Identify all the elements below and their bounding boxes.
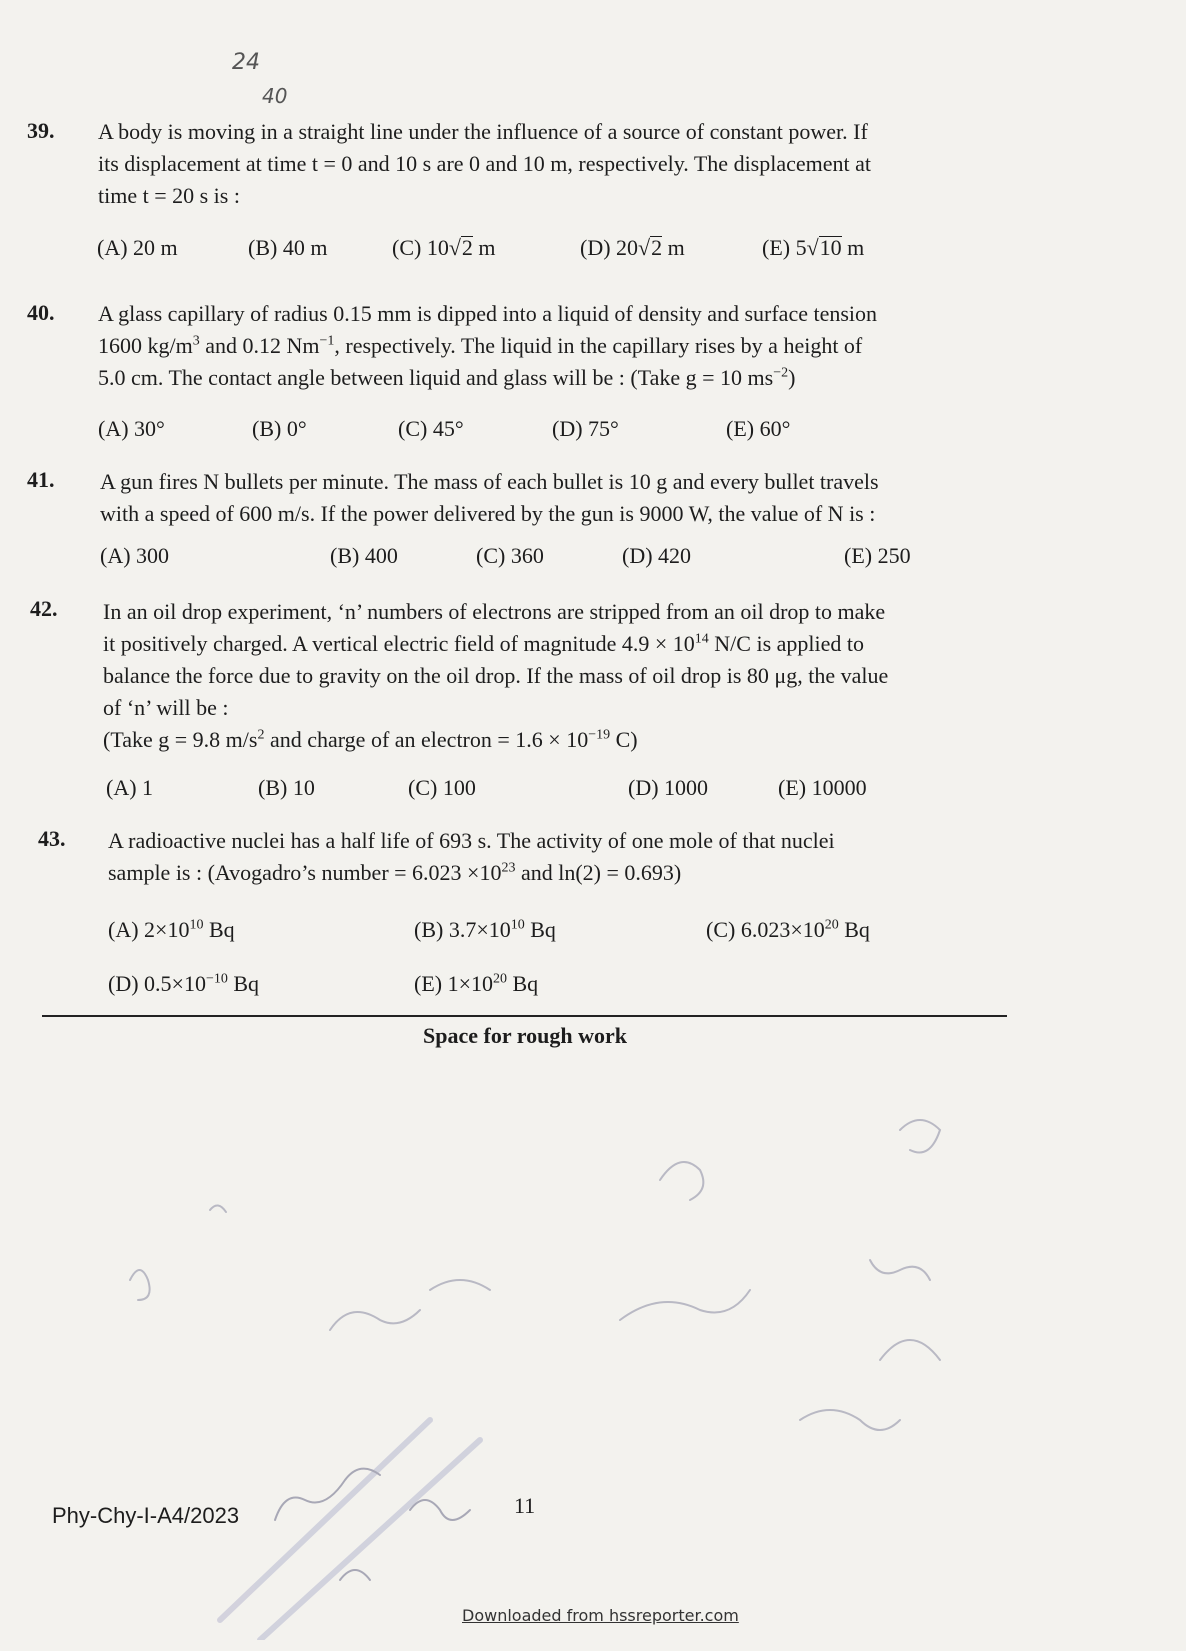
stem-line bbox=[98, 362, 998, 394]
stem-text: ) bbox=[788, 365, 796, 390]
option-c[interactable] bbox=[706, 914, 870, 946]
question-stem bbox=[103, 596, 1003, 756]
stem-line: A glass capillary of radius 0.15 mm is dipped into a liquid of density and surface tension bbox=[98, 301, 878, 326]
footer-code: Phy-Chy-I-A4/2023 bbox=[52, 1503, 240, 1528]
stem-line: of ‘n’ will be : bbox=[103, 695, 229, 720]
handwritten-note: 40 bbox=[262, 84, 288, 108]
option-b[interactable] bbox=[414, 914, 556, 946]
question-number: 41. bbox=[27, 467, 55, 492]
option-a[interactable] bbox=[108, 914, 235, 946]
option-text: (D) 0.5×10 bbox=[108, 971, 206, 996]
stem-line: A radioactive nuclei has a half life of 693 s. The activity of one mole of that nuclei bbox=[108, 828, 835, 853]
option-a[interactable]: (A) 300 bbox=[100, 543, 170, 568]
question-stem bbox=[98, 116, 998, 212]
pencil-scribbles bbox=[0, 1040, 1186, 1640]
stem-line: with a speed of 600 m/s. If the power delivered by the gun is 9000 W, the value of N is : bbox=[100, 501, 876, 526]
superscript: 2 bbox=[257, 727, 265, 743]
stem-line: its displacement at time t = 0 and 10 s are 0 and 10 m, respectively. The displacement at bbox=[98, 151, 872, 176]
option-e[interactable] bbox=[414, 968, 538, 1000]
superscript: −1 bbox=[319, 333, 335, 349]
question-stem bbox=[100, 466, 1000, 530]
option-d[interactable] bbox=[580, 232, 685, 264]
unit: Bq bbox=[203, 917, 235, 942]
option-a[interactable]: (A) 20 m bbox=[97, 235, 178, 260]
stem-line bbox=[103, 628, 1003, 660]
unit: Bq bbox=[507, 971, 539, 996]
option-c[interactable]: (C) 360 bbox=[476, 543, 544, 568]
unit: Bq bbox=[524, 917, 556, 942]
stem-text: , respectively. The liquid in the capillary rises by a height of bbox=[334, 333, 863, 358]
superscript: 20 bbox=[824, 917, 839, 933]
stem-text: and charge of an electron = 1.6 × 10 bbox=[264, 727, 589, 752]
option-e[interactable]: (E) 10000 bbox=[778, 775, 867, 800]
sqrt-sign: √ bbox=[448, 235, 461, 260]
option-c[interactable]: (C) 45° bbox=[398, 416, 464, 441]
sqrt-sign: √ bbox=[806, 235, 819, 260]
option-c[interactable] bbox=[392, 232, 496, 264]
superscript: 23 bbox=[501, 860, 516, 876]
stem-text: and 0.12 Nm bbox=[205, 333, 320, 358]
option-b[interactable]: (B) 40 m bbox=[248, 235, 328, 260]
superscript: 10 bbox=[189, 917, 204, 933]
superscript: 10 bbox=[510, 917, 525, 933]
question-number: 39. bbox=[27, 118, 55, 143]
stem-line bbox=[103, 724, 1003, 756]
question-number: 42. bbox=[30, 596, 58, 621]
option-text: (E) 5 bbox=[762, 235, 807, 260]
sqrt-sign: √ bbox=[638, 235, 651, 260]
stem-line: In an oil drop experiment, ‘n’ numbers of electrons are stripped from an oil drop to make bbox=[103, 599, 886, 624]
superscript: 14 bbox=[694, 631, 709, 647]
download-link[interactable]: Downloaded from hssreporter.com bbox=[462, 1606, 739, 1625]
option-e[interactable] bbox=[762, 232, 864, 264]
option-d[interactable]: (D) 420 bbox=[622, 543, 692, 568]
option-text: (B) 3.7×10 bbox=[414, 917, 511, 942]
stem-text: sample is : (Avogadro’s number = 6.023 ×10 bbox=[108, 860, 502, 885]
stem-text: it positively charged. A vertical electric field of magnitude 4.9 × 10 bbox=[103, 631, 695, 656]
unit: m bbox=[478, 235, 496, 260]
option-text: (E) 1×10 bbox=[414, 971, 493, 996]
rough-work-label: Space for rough work bbox=[423, 1023, 627, 1048]
stem-text: 1600 kg/m bbox=[98, 333, 193, 358]
unit: m bbox=[847, 235, 865, 260]
stem-text: C) bbox=[610, 727, 638, 752]
option-a[interactable]: (A) 30° bbox=[98, 416, 165, 441]
question-stem bbox=[108, 825, 1008, 889]
superscript: 3 bbox=[192, 333, 200, 349]
option-e[interactable]: (E) 60° bbox=[726, 416, 791, 441]
superscript: −10 bbox=[205, 971, 228, 987]
stem-text: N/C is applied to bbox=[708, 631, 864, 656]
page-number: 11 bbox=[514, 1493, 536, 1518]
option-d[interactable] bbox=[108, 968, 259, 1000]
divider-line bbox=[42, 1015, 1007, 1017]
stem-line bbox=[98, 330, 998, 362]
superscript: −2 bbox=[773, 365, 789, 381]
stem-line: A gun fires N bullets per minute. The mass of each bullet is 10 g and every bullet travels bbox=[100, 469, 879, 494]
stem-line bbox=[108, 857, 1008, 889]
option-text: (C) 10 bbox=[392, 235, 449, 260]
option-text: (C) 6.023×10 bbox=[706, 917, 825, 942]
radicand: 10 bbox=[819, 235, 842, 260]
handwritten-note: 24 bbox=[232, 50, 260, 75]
superscript: 20 bbox=[493, 971, 507, 987]
stem-text: 5.0 cm. The contact angle between liquid and glass will be : (Take g = 10 ms bbox=[98, 365, 774, 390]
unit: Bq bbox=[838, 917, 870, 942]
option-d[interactable]: (D) 1000 bbox=[628, 775, 709, 800]
stem-text: (Take g = 9.8 m/s bbox=[103, 727, 258, 752]
question-number: 40. bbox=[27, 300, 55, 325]
stem-line: A body is moving in a straight line under the influence of a source of constant power. If bbox=[98, 119, 868, 144]
stem-text: and ln(2) = 0.693) bbox=[515, 860, 682, 885]
radicand: 2 bbox=[651, 235, 663, 260]
question-number: 43. bbox=[38, 826, 66, 851]
question-stem bbox=[98, 298, 998, 394]
option-a[interactable]: (A) 1 bbox=[106, 775, 154, 800]
option-b[interactable]: (B) 400 bbox=[330, 543, 398, 568]
option-text: (A) 2×10 bbox=[108, 917, 190, 942]
option-e[interactable]: (E) 250 bbox=[844, 543, 911, 568]
superscript: −19 bbox=[588, 727, 611, 743]
unit: m bbox=[667, 235, 685, 260]
stem-line: balance the force due to gravity on the oil drop. If the mass of oil drop is 80 μg, the value bbox=[103, 663, 889, 688]
stem-line: time t = 20 s is : bbox=[98, 183, 240, 208]
radicand: 2 bbox=[461, 235, 473, 260]
option-d[interactable]: (D) 75° bbox=[552, 416, 619, 441]
unit: Bq bbox=[227, 971, 260, 996]
option-text: (D) 20 bbox=[580, 235, 639, 260]
option-b[interactable]: (B) 0° bbox=[252, 416, 307, 441]
option-b[interactable]: (B) 10 bbox=[258, 775, 315, 800]
option-c[interactable]: (C) 100 bbox=[408, 775, 476, 800]
